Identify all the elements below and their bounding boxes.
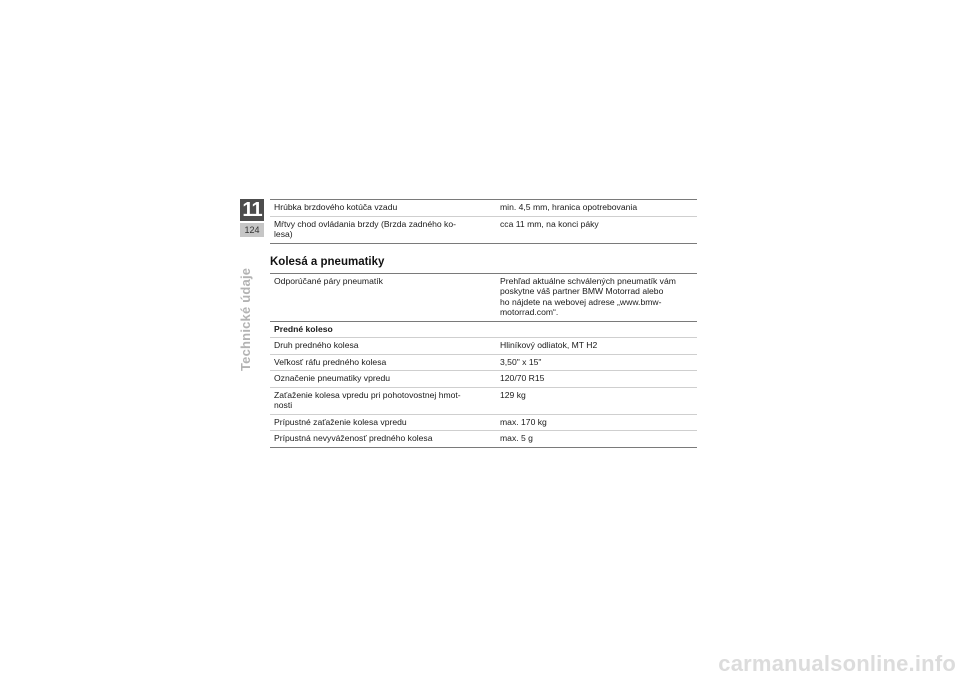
table-row [270,338,697,355]
table-row [270,200,697,217]
table-row [270,387,697,414]
spec-label: Hrúbka brzdového kotúča vzadu [270,200,496,217]
chapter-title: Technické údaje [238,267,253,371]
brake-spec-table [270,199,697,244]
spec-value: Hliníkový odliatok, MT H2 [496,338,697,355]
spec-value: 129 kg [496,387,697,414]
subheading-front-wheel: Predné koleso [270,321,697,338]
spec-label: Veľkosť ráfu predného kolesa [270,354,496,371]
page-number: 124 [240,223,264,237]
page-content [270,199,697,448]
spec-value: max. 170 kg [496,414,697,431]
watermark-text: carmanualsonline.info [718,651,956,676]
chapter-tab [240,199,264,240]
table-row [270,354,697,371]
spec-value: Prehľad aktuálne schválených pneumatík vám poskytne váš partner BMW Motorrad alebo ho nájdete na webovej adrese „www.bmw- motorrad.com“. [496,273,697,321]
spec-value: cca 11 mm, na konci páky [496,216,697,243]
table-row [270,216,697,243]
wheel-spec-table [270,273,697,448]
table-row [270,414,697,431]
table-row [270,431,697,448]
spec-label: Zaťaženie kolesa vpredu pri pohotovostnej hmot- nosti [270,387,496,414]
chapter-number: 11 [240,199,264,221]
spec-label: Prípustné zaťaženie kolesa vpredu [270,414,496,431]
spec-value: 120/70 R15 [496,371,697,388]
spec-value: min. 4,5 mm, hranica opotrebovania [496,200,697,217]
spec-value: 3,50" x 15" [496,354,697,371]
spec-label: Odporúčané páry pneumatík [270,273,496,321]
subheading-row [270,321,697,338]
spec-label: Označenie pneumatiky vpredu [270,371,496,388]
spec-label: Mŕtvy chod ovládania brzdy (Brzda zadného ko- lesa) [270,216,496,243]
section-heading: Kolesá a pneumatiky [270,255,385,268]
spec-value: max. 5 g [496,431,697,448]
spec-label: Prípustná nevyváženosť predného kolesa [270,431,496,448]
table-row [270,273,697,321]
table-row [270,371,697,388]
spec-label: Druh predného kolesa [270,338,496,355]
